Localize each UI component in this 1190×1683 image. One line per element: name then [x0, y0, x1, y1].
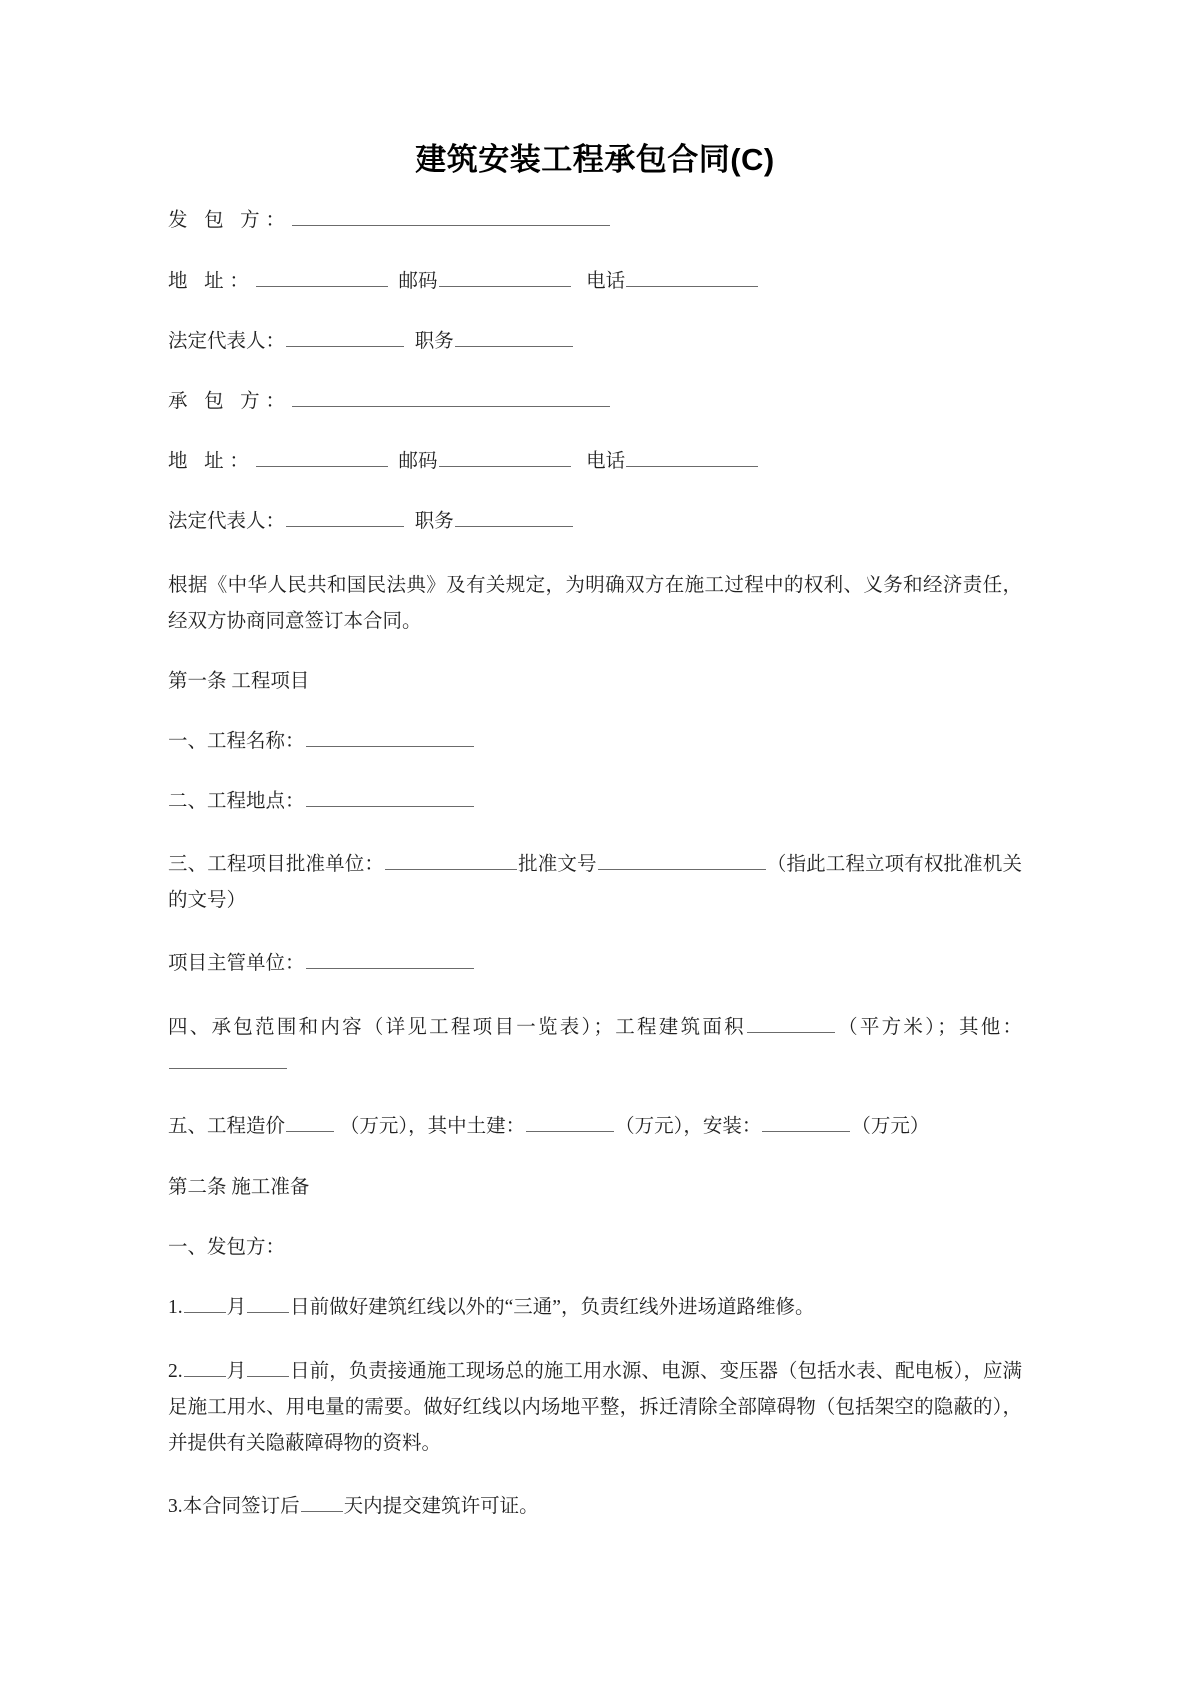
point-3-number: 3.: [168, 1495, 183, 1517]
party-b-address-blank[interactable]: [256, 448, 388, 468]
civil-works-blank[interactable]: [526, 1112, 614, 1132]
article-1-item-1: [168, 727, 1022, 757]
party-a-postcode-label: 邮码: [398, 270, 438, 292]
point-1-month-label: 月: [226, 1297, 247, 1319]
point-2-month-label: 月: [226, 1360, 247, 1382]
party-a-address-blank[interactable]: [256, 267, 388, 287]
party-a-title-blank[interactable]: [455, 327, 573, 347]
point-1-month-blank[interactable]: [184, 1294, 226, 1314]
article-1-item-5: [168, 1112, 1022, 1142]
article-1-item-4: [168, 1010, 1022, 1082]
party-b-legal-rep-label: 法定代表人：: [168, 511, 286, 533]
installation-blank[interactable]: [762, 1112, 850, 1132]
article-2-point-1: [168, 1293, 1022, 1323]
installation-label: （万元），安装：: [615, 1115, 762, 1137]
project-name-label: 一、工程名称：: [168, 730, 305, 752]
article-2-point-2: [168, 1354, 1022, 1462]
point-3-text-b: 天内提交建筑许可证。: [343, 1495, 539, 1517]
party-b-legal-rep-line: [168, 507, 1022, 537]
party-a-name-label: 发 包 方：: [168, 210, 291, 232]
point-2-month-blank[interactable]: [184, 1357, 226, 1377]
party-a-name-blank[interactable]: [292, 207, 610, 227]
party-b-title-blank[interactable]: [455, 508, 573, 528]
party-a-address-label: 地 址：: [168, 270, 255, 292]
approval-note: （指此工程立项有权批准机关的文号）: [168, 854, 1022, 912]
page-title: 建筑安装工程承包合同(C): [415, 142, 775, 177]
party-b-legal-rep-blank[interactable]: [286, 508, 404, 528]
article-2-sub-1: 一、发包方：: [168, 1237, 286, 1259]
party-b-name-line: [168, 387, 1022, 417]
point-1-day-blank[interactable]: [247, 1294, 289, 1314]
approval-doc-no-label: 批准文号: [518, 854, 597, 876]
party-b-phone-blank[interactable]: [626, 448, 758, 468]
party-b-address-line: [168, 447, 1022, 477]
party-a-postcode-blank[interactable]: [439, 267, 571, 287]
party-b-name-blank[interactable]: [292, 387, 610, 407]
article-1-heading: 第一条 工程项目: [168, 670, 310, 692]
scope-label: 四、承包范围和内容（详见工程项目一览表）；工程建筑面积: [168, 1016, 746, 1038]
project-cost-blank[interactable]: [286, 1112, 334, 1132]
article-2-heading: 第二条 施工准备: [168, 1177, 310, 1199]
party-b-name-label: 承 包 方：: [168, 390, 291, 412]
party-b-title-label: 职务: [414, 511, 454, 533]
article-1-item-3: [168, 847, 1022, 919]
supervising-unit-label: 项目主管单位：: [168, 953, 305, 975]
party-b-postcode-blank[interactable]: [439, 448, 571, 468]
party-a-legal-rep-line: [168, 327, 1022, 357]
preamble-paragraph: 根据《中华人民共和国民法典》及有关规定，为明确双方在施工过程中的权利、义务和经济责任，经双方协商同意签订本合同。: [168, 574, 1022, 632]
project-name-blank[interactable]: [306, 727, 474, 747]
installation-unit-label: （万元）: [851, 1115, 930, 1137]
point-1-number: 1.: [168, 1297, 183, 1319]
point-2-day-blank[interactable]: [247, 1357, 289, 1377]
approval-unit-label: 三、工程项目批准单位：: [168, 854, 384, 876]
party-a-phone-blank[interactable]: [626, 267, 758, 287]
party-a-legal-rep-blank[interactable]: [286, 327, 404, 347]
party-a-address-line: [168, 267, 1022, 297]
article-2-point-3: [168, 1492, 1022, 1522]
party-b-address-label: 地 址：: [168, 451, 255, 473]
party-a-title-label: 职务: [414, 330, 454, 352]
project-cost-label: 五、工程造价: [168, 1115, 286, 1137]
scope-other-blank[interactable]: [169, 1049, 287, 1069]
party-a-phone-label: 电话: [586, 270, 626, 292]
project-location-label: 二、工程地点：: [168, 791, 305, 813]
party-b-phone-label: 电话: [586, 451, 626, 473]
civil-works-label: （万元），其中土建：: [339, 1115, 526, 1137]
point-2-number: 2.: [168, 1360, 183, 1382]
party-a-name-line: [168, 206, 1022, 236]
scope-other-label: （平方米）；其他：: [835, 1016, 1022, 1038]
party-a-legal-rep-label: 法定代表人：: [168, 330, 286, 352]
approval-unit-blank[interactable]: [385, 851, 517, 871]
party-b-postcode-label: 邮码: [398, 451, 438, 473]
point-2-text: 日前，负责接通施工现场总的施工用水源、电源、变压器（包括水表、配电板），应满足施工用水、用电量的需要。做好红线以内场地平整，拆迁清除全部障碍物（包括架空的隐蔽的），并提供有关隐蔽障碍物的资料。: [168, 1360, 1022, 1454]
point-3-text-a: 本合同签订后: [182, 1495, 300, 1517]
article-1-item-3-extra: [168, 949, 1022, 979]
supervising-unit-blank[interactable]: [306, 950, 474, 970]
point-1-text: 日前做好建筑红线以外的“三通”，负责红线外进场道路维修。: [290, 1297, 815, 1319]
approval-doc-no-blank[interactable]: [598, 851, 766, 871]
point-3-days-blank[interactable]: [301, 1492, 343, 1512]
article-1-item-2: [168, 787, 1022, 817]
building-area-blank[interactable]: [747, 1013, 835, 1033]
project-location-blank[interactable]: [306, 788, 474, 808]
